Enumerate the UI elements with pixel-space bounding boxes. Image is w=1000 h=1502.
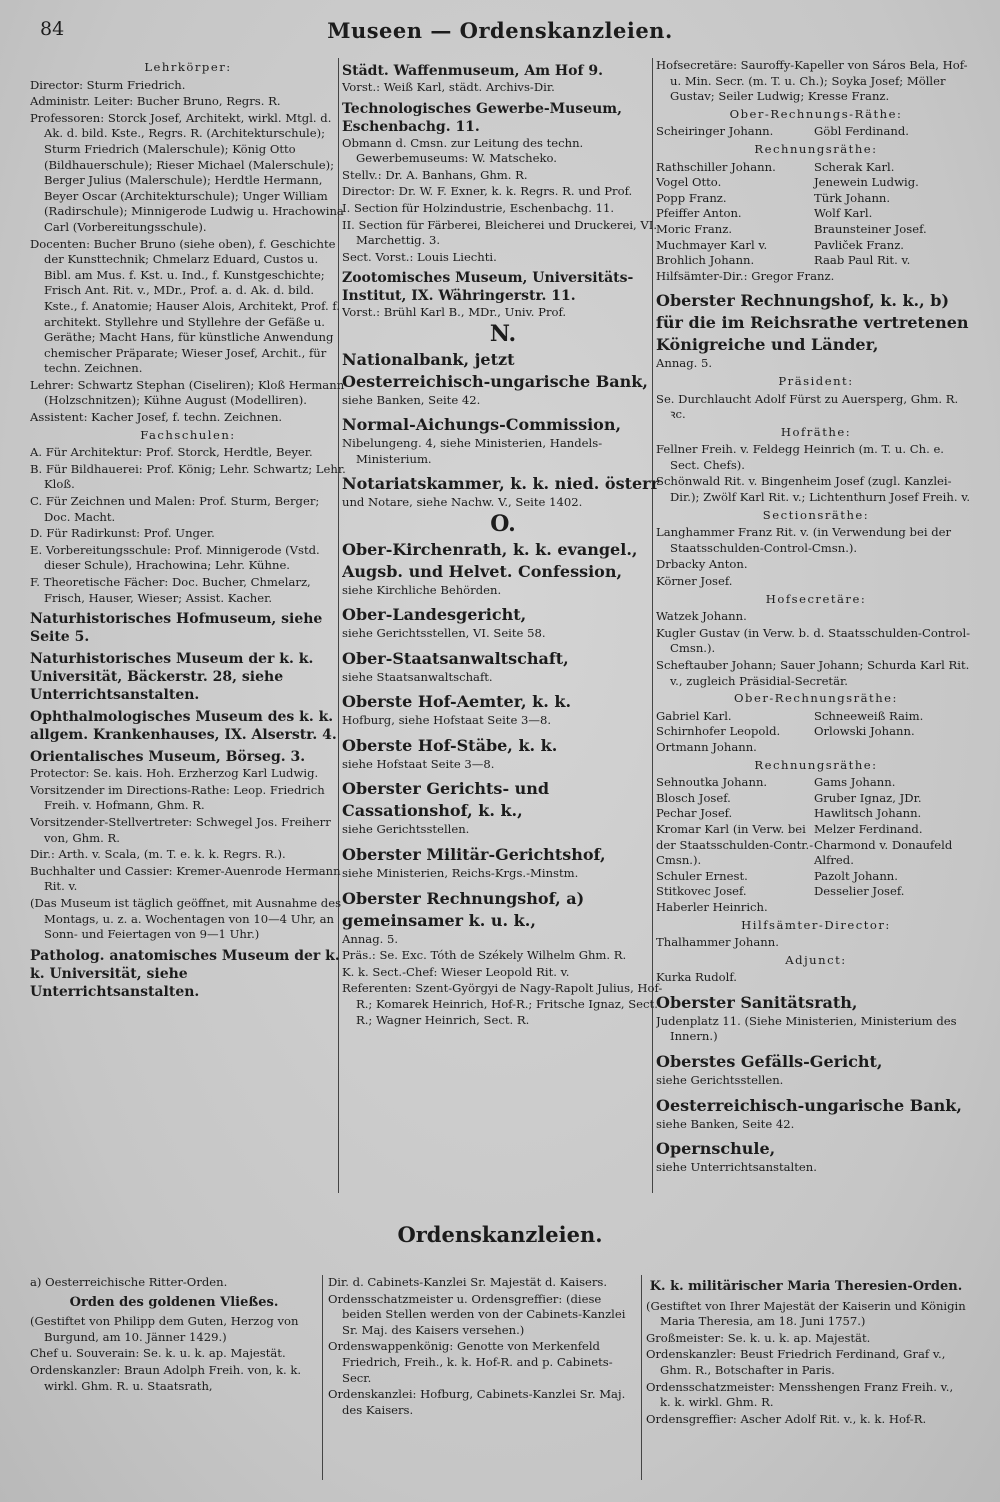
entry-heading: Ophthalmologisches Museum des k. k. allgem. Krankenhauses, IX. Alserstr. 4. (30, 709, 337, 744)
subheading: Ober-Rechnungsräthe: (734, 691, 898, 706)
name-right: Melzer Ferdinand. Charmond v. Donaufeld Alfred. (814, 821, 953, 868)
entry-line: Hilfsämter-Dir.: Gregor Franz. (656, 268, 835, 283)
subheading: Hofräthe: (780, 424, 852, 439)
entry-line: Buchhalter und Cassier: Kremer-Auenrode Hermann Rit. v. (30, 863, 341, 894)
entry-line: Se. Durchlaucht Adolf Fürst zu Auersperg, Ghm. R. ꝛc. (656, 391, 959, 422)
entry-line: F. Theoretische Fächer: Doc. Bucher, Chmelarz, Frisch, Hauser, Wieser; Assist. Kacher. (30, 575, 311, 605)
entry-line: II. Section für Färberei, Bleicherei und Druckerei, VI. Marchettig. 3. (342, 217, 658, 248)
name-right: Gruber Ignaz, JDr. (814, 790, 922, 805)
entry-heading: Naturhistorisches Hofmuseum, siehe Seite 5. (30, 611, 323, 646)
entry-line: Judenplatz 11. (Siehe Ministerien, Ministerium des Innern.) (656, 1013, 957, 1044)
name-right: Pazolt Johann. (814, 868, 898, 883)
page-number: 84 (40, 18, 65, 40)
entry-line: A. Für Architektur: Prof. Storck, Herdtle, Beyer. (30, 445, 313, 460)
entry-line: siehe Staatsanwaltschaft. (342, 669, 493, 684)
entry-line: Vorst.: Weiß Karl, städt. Archivs-Dir. (342, 80, 555, 94)
letter-heading: O. (490, 510, 516, 537)
name-pair (656, 822, 976, 869)
section-title: Ordenskanzleien. (397, 1222, 603, 1247)
entry-line: siehe Banken, Seite 42. (342, 392, 481, 407)
name-left: Stitkovec Josef. (656, 884, 747, 899)
name-left: Rathschiller Johann. (656, 159, 776, 174)
entry-line: siehe Gerichtsstellen. (342, 822, 470, 837)
column-left (30, 58, 346, 1193)
entry-line: (Das Museum ist täglich geöffnet, mit Ausnahme des Montags, u. z. a. Wochentagen von 10—4 Uhr, an Sonn- und Feiertagen von 9—1 Uhr.) (30, 895, 342, 942)
entry-line: K. k. Sect.-Chef: Wieser Leopold Rit. v. (342, 964, 570, 979)
entry-heading: Oberste Hof-Aemter, k. k. (342, 692, 572, 712)
column-rule (641, 1275, 642, 1480)
page-header: Museen — Ordenskanzleien. (327, 18, 673, 43)
entry-line: Protector: Se. kais. Hoh. Erzherzog Karl Ludwig. (30, 766, 319, 781)
entry-line: Präs.: Se. Exc. Tóth de Székely Wilhelm Ghm. R. (342, 948, 627, 963)
entry-heading: Opernschule, (656, 1139, 776, 1159)
name-right: Göbl Ferdinand. (814, 124, 909, 139)
entry-line: E. Vorbereitungsschule: Prof. Minnigerode (Vstd. dieser Schule), Hrachowina; Lehr. Kühne. (30, 542, 320, 573)
name-left: Schuler Ernest. (656, 868, 748, 883)
entry-line: Ordensschatzmeister u. Ordensgreffier: (diese beiden Stellen werden von der Cabinets-Kanzlei Sr. Maj. des Kaisers versehen.) (328, 1291, 626, 1337)
subheading: Rechnungsräthe: (754, 757, 878, 772)
entry-line: Ordensgreffier: Ascher Adolf Rit. v., k. k. Hof-R. (646, 1411, 927, 1426)
entry-line: Thalhammer Johann. (656, 935, 779, 950)
name-pair (656, 709, 976, 725)
name-pair (656, 724, 976, 740)
order-heading: K. k. militärischer Maria Theresien-Orden. (649, 1279, 963, 1294)
name-right: Hawlitsch Johann. (814, 806, 922, 821)
name-right: Schneeweiß Raim. (814, 708, 924, 723)
entry-line: Großmeister: Se. k. u. k. ap. Majestät. (646, 1330, 871, 1345)
entry-line: Chef u. Souverain: Se. k. u. k. ap. Majestät. (30, 1346, 286, 1361)
entry-heading: Oberster Militär-Gerichtshof, (342, 845, 606, 865)
subheading: Ober-Rechnungs-Räthe: (729, 106, 903, 121)
name-left: Muchmayer Karl v. (656, 237, 768, 252)
entry-heading: Naturhistorisches Museum der k. k. Universität, Bäckerstr. 28, siehe Unterrichtsanstalten. (30, 651, 314, 704)
entry-line: a) Oesterreichische Ritter-Orden. (30, 1275, 228, 1289)
entry-line: Docenten: Bucher Bruno (siehe oben), f. Geschichte der Kunsttechnik; Chmelarz Eduard, Custos u. Bibl. am Mus. f. Kst. u. Ind., f. Kunstgeschichte; Frisch Ant. Rit. v., MDr., Prof. a. d. Ak. d. bild. Kste., f. Anatomie; Hauser Alois, Architekt, Prof. f. architekt. Styllehre und Styllehre der Gefäße u. Geräthe; Macht Hans, für künstliche Anwendung chemischer Präparate; Wieser Josef, Archit., für techn. Zeichnen. (30, 236, 340, 376)
name-right: Gams Johann. (814, 775, 896, 790)
name-pair (656, 806, 976, 822)
entry-line: Vorsitzender im Directions-Rathe: Leop. Friedrich Freih. v. Hofmann, Ghm. R. (30, 782, 325, 813)
entry-line: Fellner Freih. v. Feldegg Heinrich (m. T. u. Ch. e. Sect. Chefs). (656, 442, 944, 472)
name-left: Moric Franz. (656, 221, 733, 236)
entry-heading: Nationalbank, jetzt Oesterreichisch-ungarische Bank, (342, 349, 648, 391)
entry-line: Lehrer: Schwartz Stephan (Ciseliren); Kloß Hermann (Holzschnitzen); Kühne August (Modelliren). (30, 377, 345, 408)
name-pair (656, 160, 976, 176)
subheading: Adjunct: (785, 952, 847, 967)
entry-line: Vorst.: Brühl Karl B., MDr., Univ. Prof. (342, 305, 567, 320)
entry-line: (Gestiftet von Philipp dem Guten, Herzog von Burgund, am 10. Jänner 1429.) (30, 1314, 299, 1344)
entry-line: Obmann d. Cmsn. zur Leitung des techn. Gewerbemuseums: W. Matscheko. (342, 135, 584, 166)
subheading: Hilfsämter-Director: (741, 917, 891, 932)
column-right (656, 58, 976, 1193)
entry-line: Ortmann Johann. (656, 739, 757, 754)
name-right: Scherak Karl. (814, 159, 895, 174)
name-left: Blosch Josef. (656, 790, 731, 805)
name-left: Schirnhofer Leopold. (656, 724, 781, 739)
entry-line: siehe Gerichtsstellen, VI. Seite 58. (342, 626, 546, 641)
name-right: Wolf Karl. (814, 206, 873, 221)
entry-heading: Patholog. anatomisches Museum der k. k. Universität, siehe Unterrichtsanstalten. (30, 947, 340, 1000)
entry-line: Haberler Heinrich. (656, 899, 768, 914)
entry-line: Ordenskanzlei: Hofburg, Cabinets-Kanzlei Sr. Maj. des Kaisers. (328, 1387, 626, 1417)
subheading: Fachschulen: (140, 427, 236, 442)
name-left: Gabriel Karl. (656, 708, 732, 723)
letter-heading: N. (489, 320, 517, 347)
entry-line: Nibelungeng. 4, siehe Ministerien, Handels-Ministerium. (342, 436, 603, 466)
name-right: Desselier Josef. (814, 884, 905, 899)
name-right: Pavliček Franz. (814, 237, 904, 252)
name-left: Vogel Otto. (656, 175, 722, 190)
entry-heading: Orientalisches Museum, Börseg. 3. (30, 749, 306, 766)
entry-heading: Oberster Rechnungshof, a) gemeinsamer k. u. k., (342, 888, 585, 930)
entry-line: Referenten: Szent-Györgyi de Nagy-Rapolt Julius, Hof-R.; Komarek Heinrich, Hof-R.; Fritsche Ignaz, Sect. R.; Wagner Heinrich, Sect. R. (342, 981, 663, 1027)
subheading: Präsident: (778, 373, 854, 388)
entry-line: Dir.: Arth. v. Scala, (m. T. e. k. k. Regrs. R.). (30, 847, 286, 862)
orders-column-right (646, 1275, 966, 1485)
entry-heading: Notariatskammer, k. k. nied. österr (342, 474, 660, 494)
entry-heading: Oberster Gerichts- und Cassationshof, k. k., (342, 779, 550, 821)
name-pair (656, 206, 976, 222)
entry-line: Ordenskanzler: Beust Friedrich Ferdinand, Graf v., Ghm. R., Botschafter in Paris. (646, 1347, 946, 1377)
name-pair (656, 124, 976, 140)
subheading: Lehrkörper: (144, 60, 232, 74)
entry-line: Watzek Johann. (656, 609, 747, 624)
entry-heading: Ober-Landesgericht, (342, 605, 527, 625)
entry-heading: Oesterreichisch-ungarische Bank, (656, 1095, 962, 1115)
entry-line: siehe Hofstaat Seite 3—8. (342, 756, 495, 771)
name-pair (656, 869, 976, 885)
name-left: Scheiringer Johann. (656, 124, 774, 139)
entry-line: siehe Banken, Seite 42. (656, 1116, 795, 1131)
subheading: Sectionsräthe: (762, 507, 870, 522)
name-pair (656, 191, 976, 207)
entry-line: Stellv.: Dr. A. Banhans, Ghm. R. (342, 167, 528, 182)
subheading: Rechnungsräthe: (754, 141, 878, 156)
subheading: Hofsecretäre: (765, 591, 867, 606)
entry-line: Scheftauber Johann; Sauer Johann; Schurda Karl Rit. v., zugleich Präsidial-Secretär. (656, 658, 970, 688)
entry-line: Schönwald Rit. v. Bingenheim Josef (zugl. Kanzlei-Dir.); Zwölf Karl Rit. v.; Lichtenthurn Josef Freih. v. (656, 474, 971, 505)
name-pair (656, 222, 976, 238)
entry-line: und Notare, siehe Nachw. V., Seite 1402. (342, 495, 583, 510)
name-right: Braunsteiner Josef. (814, 221, 927, 236)
entry-line: Kugler Gustav (in Verw. b. d. Staatsschulden-Control-Cmsn.). (656, 625, 971, 656)
entry-line: I. Section für Holzindustrie, Eschenbachg. 11. (342, 200, 615, 215)
entry-line: Drbacky Anton. (656, 557, 748, 572)
entry-line: Ordensschatzmeister: Mensshengen Franz Freih. v., k. k. wirkl. Ghm. R. (646, 1379, 954, 1410)
entry-line: siehe Kirchliche Behörden. (342, 582, 502, 597)
orders-column-middle (328, 1275, 638, 1485)
column-middle (342, 58, 664, 1193)
entry-heading: Städt. Waffenmuseum, Am Hof 9. (342, 63, 603, 79)
entry-heading: Normal-Aichungs-Commission, (342, 415, 622, 435)
entry-heading: Oberste Hof-Stäbe, k. k. (342, 735, 558, 755)
name-right: Orlowski Johann. (814, 724, 915, 739)
name-pair (656, 175, 976, 191)
name-pair (656, 791, 976, 807)
entry-line: B. Für Bildhauerei: Prof. König; Lehr. Schwartz; Lehr. Kloß. (30, 461, 346, 492)
name-right: Raab Paul Rit. v. (814, 253, 911, 268)
entry-line: siehe Gerichtsstellen. (656, 1073, 784, 1088)
name-pair (656, 253, 976, 269)
entry-heading: Technologisches Gewerbe-Museum, Eschenbachg. 11. (342, 100, 622, 135)
entry-line: Director: Dr. W. F. Exner, k. k. Regrs. R. und Prof. (342, 184, 633, 199)
column-rule (322, 1275, 323, 1480)
entry-line: Kurka Rudolf. (656, 970, 737, 985)
entry-line: Professoren: Storck Josef, Architekt, wirkl. Mtgl. d. Ak. d. bild. Kste., Regrs. R. (Architekturschule); Sturm Friedrich (Malerschule); König Otto (Bildhauerschule); Rieser Michael (Malerschule); Berger Julius (Malerschule); Herdtle Hermann, Beyer Oscar (Architekturschule); Unger William (Radirschule); Minnigerode Ludwig u. Hrachowina Carl (Vorbereitungsschule). (30, 110, 344, 234)
entry-line: siehe Unterrichtsanstalten. (656, 1160, 817, 1175)
entry-line: Dir. d. Cabinets-Kanzlei Sr. Majestät d. Kaisers. (328, 1275, 608, 1289)
name-pair (656, 775, 976, 791)
entry-line: Hofsecretäre: Sauroffy-Kapeller von Sáros Bela, Hof- u. Min. Secr. (m. T. u. Ch.); Soyka Josef; Möller Gustav; Seiler Ludwig; Kresse Franz. (656, 58, 968, 104)
orders-column-left (30, 1275, 318, 1485)
entry-heading: Oberstes Gefälls-Gericht, (656, 1052, 883, 1072)
entry-heading: Zootomisches Museum, Universitäts-Institut, IX. Währingerstr. 11. (342, 270, 634, 305)
entry-line: Sect. Vorst.: Louis Liechti. (342, 249, 497, 264)
name-left: Brohlich Johann. (656, 253, 755, 268)
entry-line: Assistent: Kacher Josef, f. techn. Zeichnen. (30, 410, 283, 425)
entry-line: C. Für Zeichnen und Malen: Prof. Sturm, Berger; Doc. Macht. (30, 494, 320, 524)
entry-heading: Oberster Rechnungshof, k. k., b) für die im Reichsrathe vertretenen Königreiche und Länder, (656, 291, 969, 355)
order-heading: Orden des goldenen Vließes. (69, 1294, 279, 1310)
name-left: Pfeiffer Anton. (656, 206, 742, 221)
name-left: Pechar Josef. (656, 806, 733, 821)
entry-line: Administr. Leiter: Bucher Bruno, Regrs. R. (30, 94, 281, 109)
name-left: Sehnoutka Johann. (656, 775, 768, 790)
entry-heading: Ober-Kirchenrath, k. k. evangel., Augsb. und Helvet. Confession, (342, 539, 638, 581)
entry-heading: Oberster Sanitätsrath, (656, 992, 858, 1012)
entry-line: Ordenswappenkönig: Genotte von Merkenfeld Friedrich, Freih., k. k. Hof-R. and p. Cabinets-Secr. (328, 1339, 613, 1385)
entry-line: Vorsitzender-Stellvertreter: Schwegel Jos. Freiherr von, Ghm. R. (30, 814, 331, 845)
entry-line: Langhammer Franz Rit. v. (in Verwendung bei der Staatsschulden-Control-Cmsn.). (656, 525, 952, 555)
name-pair (656, 238, 976, 254)
name-pair (656, 884, 976, 900)
entry-line: D. Für Radirkunst: Prof. Unger. (30, 526, 215, 541)
entry-line: Director: Sturm Friedrich. (30, 77, 186, 92)
entry-line: siehe Ministerien, Reichs-Krgs.-Minstm. (342, 866, 579, 881)
name-left: Popp Franz. (656, 190, 727, 205)
name-right: Jenewein Ludwig. (814, 175, 919, 190)
entry-line: Annag. 5. (342, 931, 399, 946)
entry-line: Ordenskanzler: Braun Adolph Freih. von, k. k. wirkl. Ghm. R. u. Staatsrath, (30, 1362, 302, 1393)
entry-heading: Ober-Staatsanwaltschaft, (342, 648, 569, 668)
entry-line: Körner Josef. (656, 574, 733, 589)
name-left: Kromar Karl (in Verw. bei der Staatsschulden-Contr.-Cmsn.). (656, 821, 814, 868)
name-right: Türk Johann. (814, 190, 891, 205)
entry-line: Hofburg, siehe Hofstaat Seite 3—8. (342, 713, 552, 728)
entry-line: (Gestiftet von Ihrer Majestät der Kaiserin und Königin Maria Theresia, am 18. Juni 1757.) (646, 1298, 966, 1329)
entry-line: Annag. 5. (656, 356, 713, 371)
